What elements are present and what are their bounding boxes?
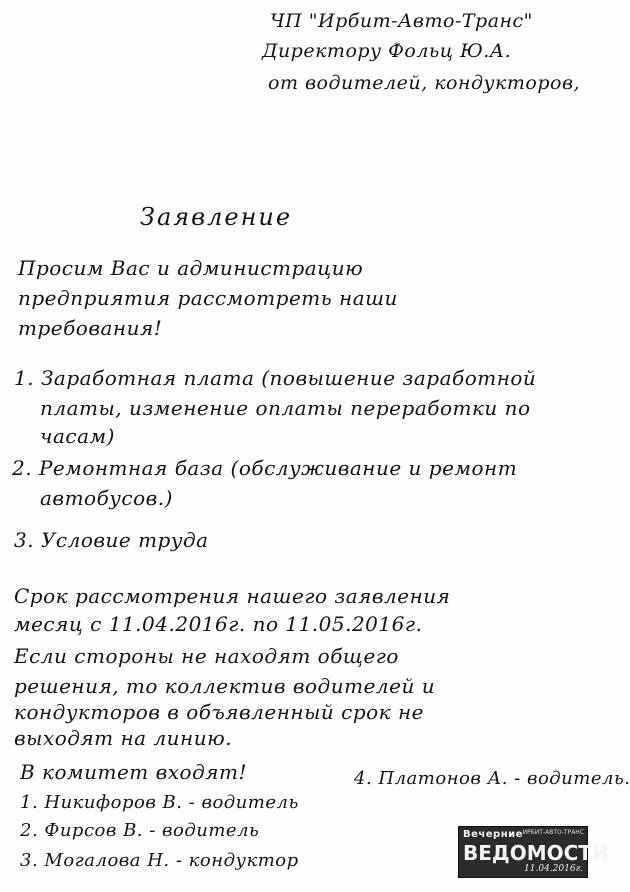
deadline-line-1: Срок рассмотрения нашего заявления <box>14 584 451 608</box>
demand-1-line-1: 1. Заработная плата (повышение заработной <box>14 366 537 390</box>
addressee-line-3: от водителей, кондукторов, <box>268 72 581 94</box>
committee-heading: В комитет входят! <box>20 760 248 784</box>
stamp-date-text: 11.04.2016г. <box>524 864 583 874</box>
committee-member-1: 1. Никифоров В. - водитель <box>20 792 299 813</box>
addressee-line-2: Директору Фольц Ю.А. <box>262 40 512 62</box>
intro-line-2: предприятия рассмотреть наши <box>18 286 398 310</box>
deadline-line-4: решения, то коллектив водителей и <box>14 674 436 698</box>
addressee-line-1: ЧП "Ирбит-Авто-Транс" <box>270 10 533 32</box>
demand-1-line-2: платы, изменение оплаты переработки по <box>40 396 531 420</box>
stamp-top-text: Вечерние <box>463 829 523 840</box>
deadline-line-3: Если стороны не находят общего <box>14 644 399 668</box>
demand-1-line-3: часам) <box>40 424 115 448</box>
newspaper-watermark-stamp <box>458 826 609 878</box>
deadline-line-2: месяц с 11.04.2016г. по 11.05.2016г. <box>14 612 423 636</box>
document-title: Заявление <box>140 203 293 231</box>
deadline-line-5: кондукторов в объявленный срок не <box>14 700 424 724</box>
committee-member-2: 2. Фирсов В. - водитель <box>20 820 260 841</box>
demand-2-line-1: 2. Ремонтная база (обслуживание и ремонт <box>12 456 518 480</box>
demand-3-line-1: 3. Условие труда <box>14 528 209 552</box>
deadline-line-6: выходят на линию. <box>14 726 233 750</box>
demand-2-line-2: автобусов.) <box>40 486 173 510</box>
intro-line-3: требования! <box>18 316 163 340</box>
committee-member-3: 3. Могалова Н. - кондуктор <box>20 850 299 871</box>
intro-line-1: Просим Вас и администрацию <box>18 256 364 280</box>
stamp-logo-text: ВЕДОМОСТИ <box>463 841 609 865</box>
stamp-org-text: ИРБИТ-АВТО-ТРАНС <box>522 829 584 836</box>
committee-member-4: 4. Платонов А. - водитель. <box>354 768 630 789</box>
